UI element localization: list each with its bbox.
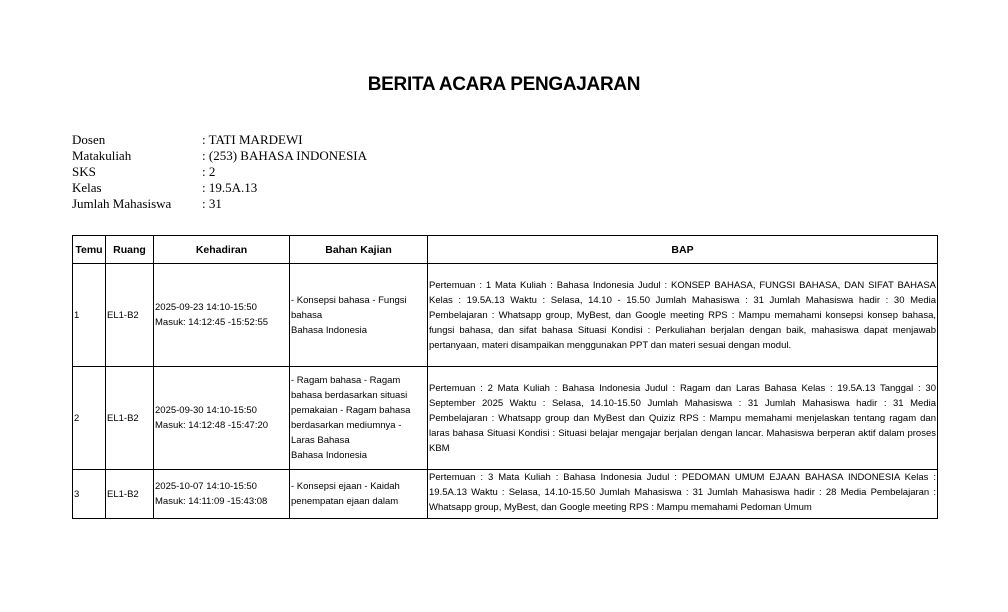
kehadiran-masuk: Masuk: 14:12:48 -15:47:20 [155, 420, 269, 431]
cell-bap [428, 470, 938, 519]
header-bap: BAP [428, 236, 938, 264]
info-label: Kelas [72, 180, 102, 195]
table-row [73, 470, 938, 519]
cell-temu: 2 [73, 367, 106, 470]
info-value: : 2 [202, 164, 216, 179]
kehadiran-masuk: Masuk: 14:12:45 -15:52:55 [155, 317, 269, 328]
info-row-matakuliah [72, 148, 367, 164]
info-label: Matakuliah [72, 148, 132, 163]
info-label: SKS [72, 164, 96, 179]
bahan-topik: - Ragam bahasa - Ragam bahasa berdasarkan situasi pemakaian - Ragam bahasa berdasarkan mediumnya - Laras Bahasa [291, 375, 411, 446]
bahan-topik: - Konsepsi ejaan - Kaidah penempatan ejaan dalam [291, 481, 400, 507]
info-row-jumlah-mahasiswa [72, 196, 367, 212]
kehadiran-jadwal: 2025-10-07 14:10-15:50 [155, 481, 257, 492]
bahan-subjek: Bahasa Indonesia [291, 324, 368, 336]
header-kehadiran: Kehadiran [154, 236, 290, 264]
cell-temu: 1 [73, 264, 106, 367]
table-row [73, 367, 938, 470]
cell-bap: Pertemuan : 1 Mata Kuliah : Bahasa Indonesia Judul : KONSEP BAHASA, FUNGSI BAHASA, DAN SIFAT BAHASA Kelas : 19.5A.13 Waktu : Selasa, 14.10 - 15.50 Jumlah Mahasiswa : 31 Jumlah Mahasiswa hadir : 30 Media Pembelajaran : Whatsapp group, MyBest, dan Google meeting RPS : Mampu memahami konsepsi konsep bahasa, fungsi bahasa, dan sifat bahasa Situasi Kondisi : Perkuliahan berjalan dengan baik, mahasiswa dapat menjawab pertanyaan, materi disampaikan menggunakan PPT dan materi sesuai dengan modul. [428, 264, 938, 367]
info-value: : 19.5A.13 [202, 180, 258, 195]
cell-bahan-kajian [290, 367, 428, 470]
table-header-row [73, 236, 938, 264]
kehadiran-jadwal: 2025-09-23 14:10-15:50 [155, 302, 257, 313]
header-bahan-kajian: Bahan Kajian [290, 236, 428, 264]
info-row-sks [72, 164, 367, 180]
cell-bahan-kajian [290, 264, 428, 367]
cell-kehadiran [154, 470, 290, 519]
header-temu: Temu [73, 236, 106, 264]
cell-ruang: EL1-B2 [106, 470, 154, 519]
kehadiran-jadwal: 2025-09-30 14:10-15:50 [155, 405, 257, 416]
cell-bahan-kajian [290, 470, 428, 519]
cell-kehadiran [154, 367, 290, 470]
info-value: : (253) BAHASA INDONESIA [202, 148, 368, 163]
cell-temu: 3 [73, 470, 106, 519]
cell-ruang: EL1-B2 [106, 367, 154, 470]
info-row-kelas [72, 180, 367, 196]
bahan-topik: - Konsepsi bahasa - Fungsi bahasa [291, 294, 407, 321]
bap-text: Pertemuan : 3 Mata Kuliah : Bahasa Indonesia Judul : PEDOMAN UMUM EJAAN BAHASA INDONESIA Kelas : 19.5A.13 Waktu : Selasa, 14.10-15.50 Jumlah Mahasiswa : 31 Jumlah Mahasiswa hadir : 28 Media Pembelajaran : Whatsapp group, MyBest, dan Google meeting RPS : Mampu memahami Pedoman Umum [429, 472, 936, 513]
cell-bap: Pertemuan : 2 Mata Kuliah : Bahasa Indonesia Judul : Ragam dan Laras Bahasa Kelas : 19.5A.13 Tanggal : 30 September 2025 Waktu : Selasa, 14.10-15.50 Jumlah Mahasiswa : 31 Jumlah Mahasiswa hadir : 31 Media Pembelajaran : Whatsapp group dan MyBest dan Quiziz RPS : Mampu memahami menjelaskan tentang ragam dan laras bahasa Situasi Kondisi : Situasi belajar mengajar berjalan dengan lancar. Mahasiswa berperan aktif dalam proses KBM [428, 367, 938, 470]
cell-ruang: EL1-B2 [106, 264, 154, 367]
document-title: BERITA ACARA PENGAJARAN [367, 74, 641, 95]
info-label: Dosen [72, 132, 106, 147]
kehadiran-masuk: Masuk: 14:11:09 -15:43:08 [155, 496, 268, 507]
cell-kehadiran [154, 264, 290, 367]
table-row [73, 264, 938, 367]
course-info [72, 132, 367, 212]
info-value: : 31 [202, 196, 222, 211]
info-label: Jumlah Mahasiswa [72, 196, 172, 211]
bahan-subjek: Bahasa Indonesia [291, 450, 368, 461]
info-value: : TATI MARDEWI [202, 132, 303, 147]
info-row-dosen [72, 132, 367, 148]
header-ruang: Ruang [106, 236, 154, 264]
bap-table [72, 235, 938, 519]
